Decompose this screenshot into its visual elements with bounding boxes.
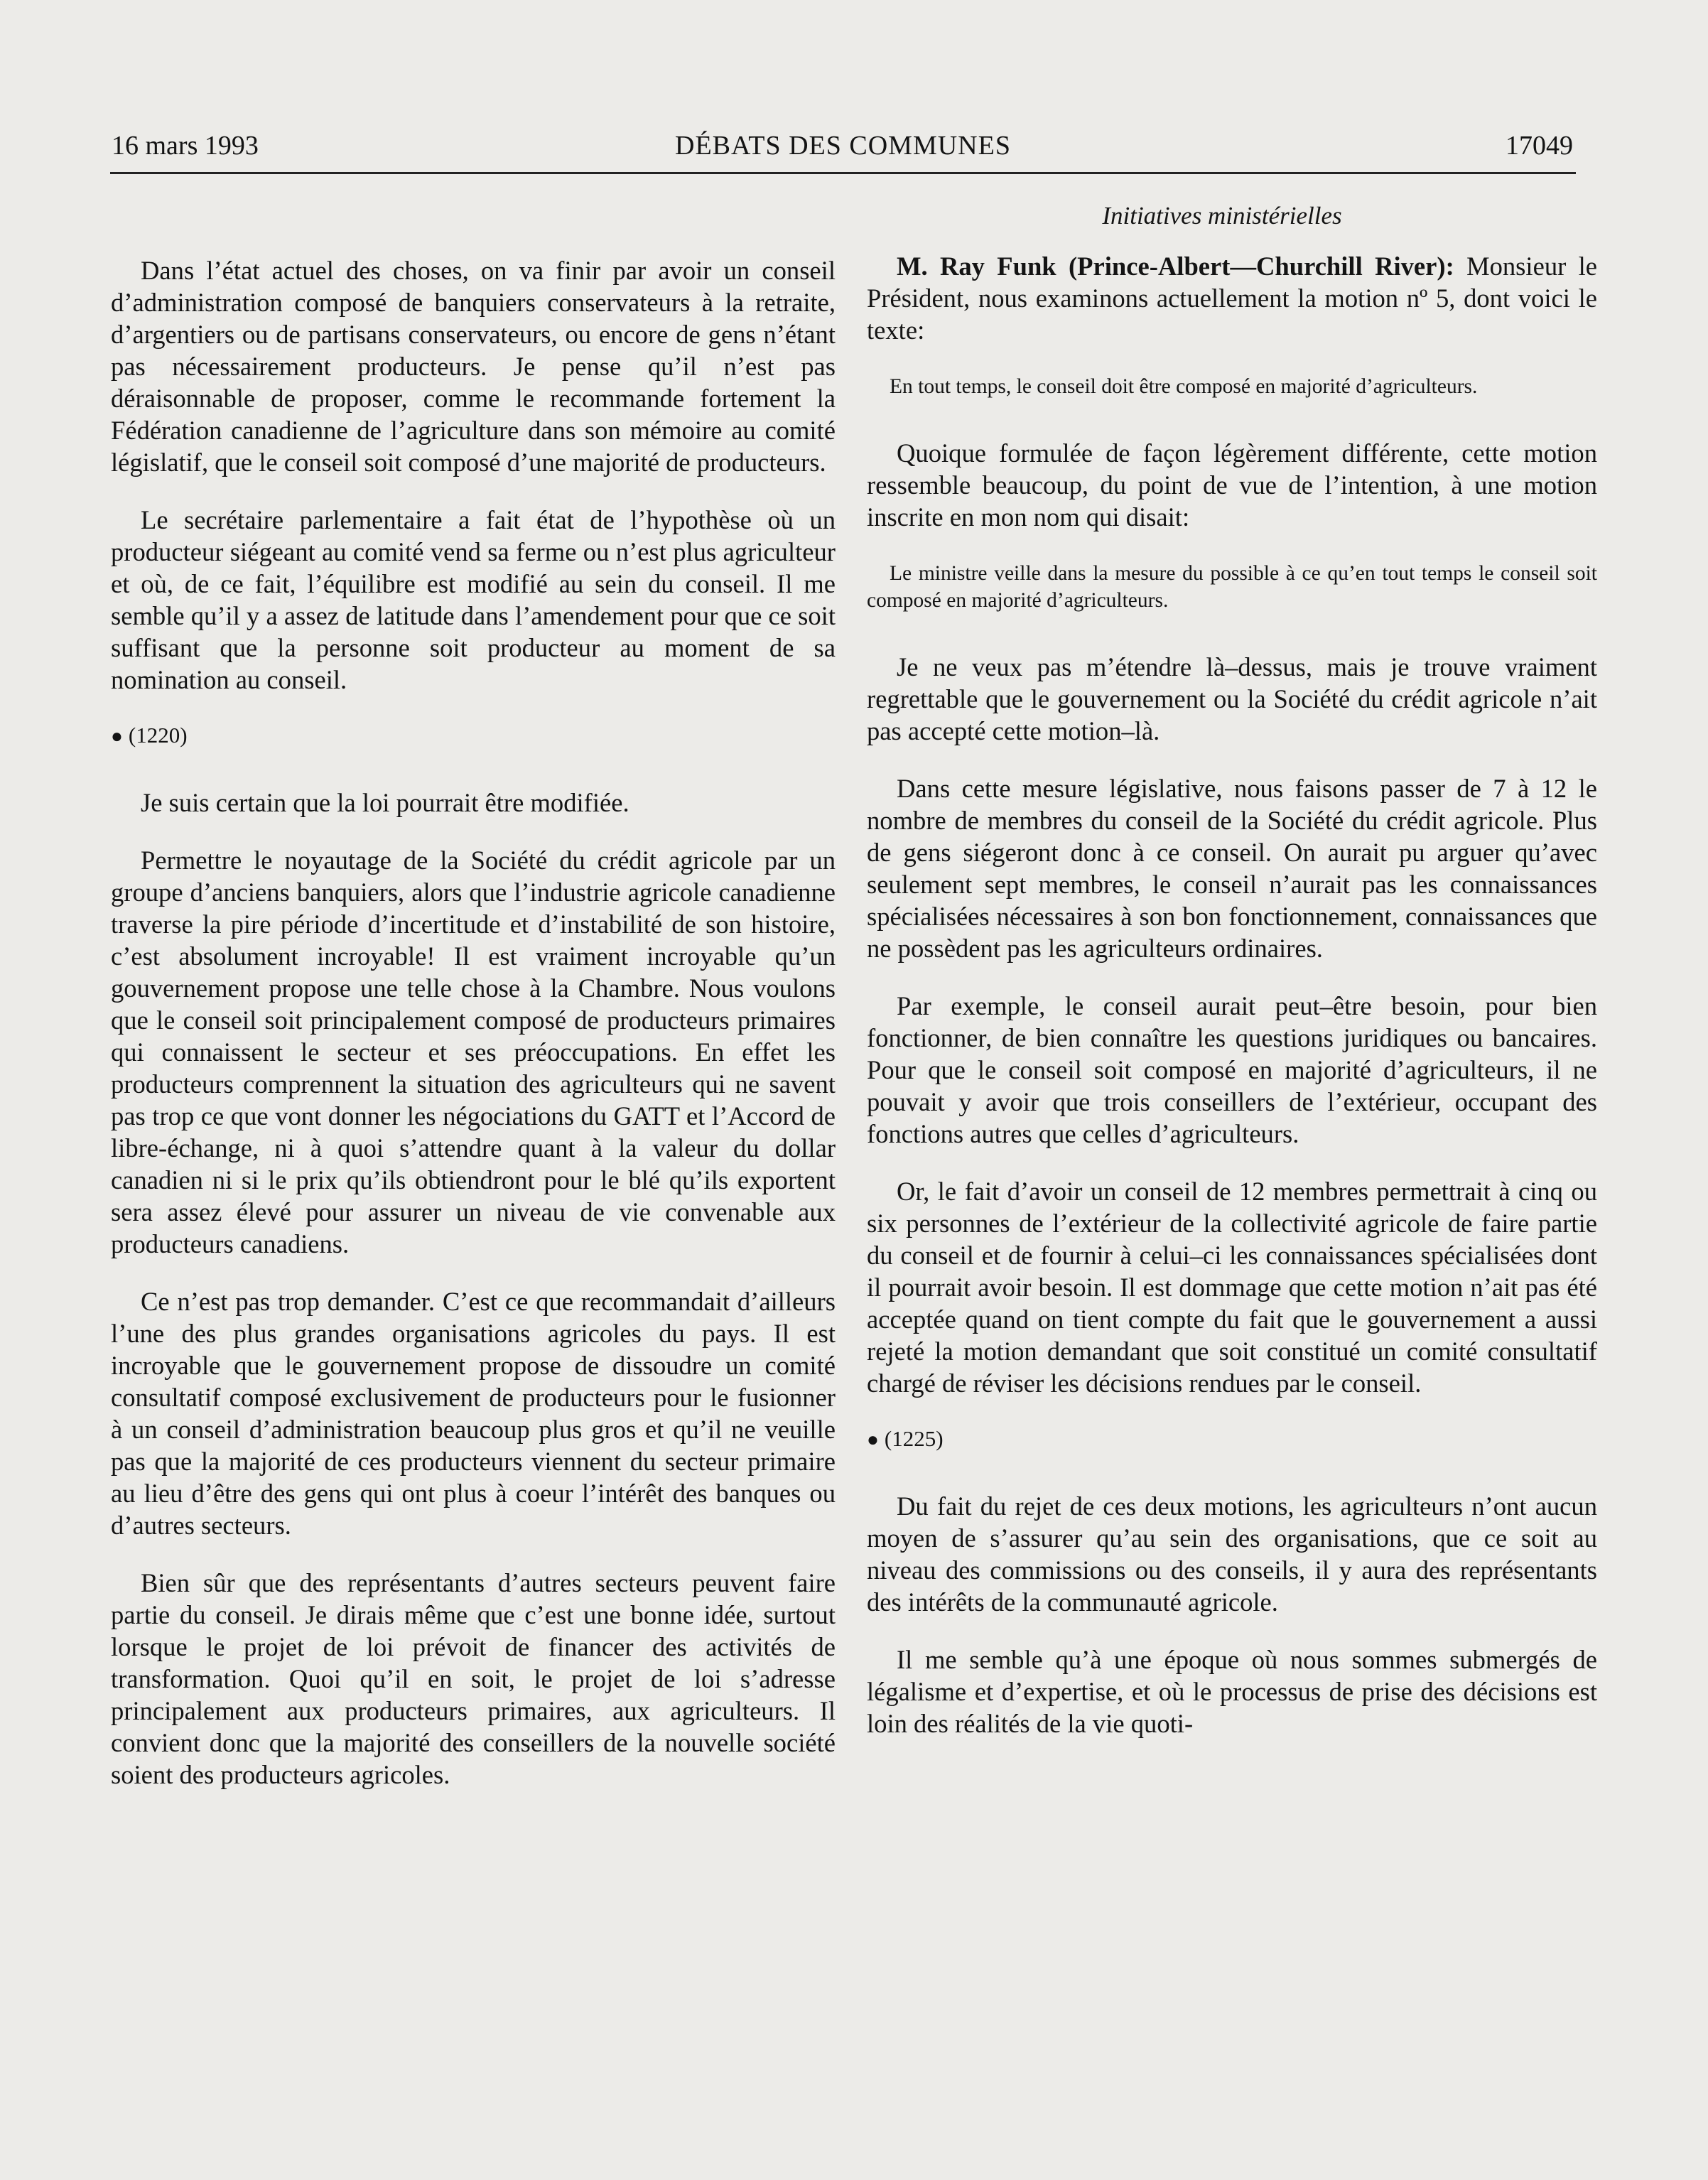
timestamp-marker: [867, 1425, 1597, 1455]
paragraph: Je suis certain que la loi pourrait être modifiée.: [141, 788, 629, 817]
paragraph: Le secrétaire parlementaire a fait état de l’hypothèse où un producteur siégeant au comité vend sa ferme ou n’est plus agriculteur et où, de ce fait, l’équilibre est modifié au sein du conseil. Il me semble qu’il y a assez de latitude dans l’amendement pour que ce soit suffisant que la personne soit producteur au moment de sa nomination au conseil.: [111, 505, 836, 694]
paragraph: Dans l’état actuel des choses, on va finir par avoir un conseil d’administration composé de banquiers conservateurs à la retraite, d’argentiers ou de partisans conservateurs, ou encore de gens n’étant pas nécessairement producteurs. Je pense qu’il n’est pas déraisonnable de proposer, comme le recommande fortement la Fédération canadienne de l’agriculture dans son mémoire au comité législatif, que le conseil soit composé d’une majorité de producteurs.: [111, 256, 836, 477]
speaker-name: M. Ray Funk (Prince-Albert—Churchill River):: [897, 252, 1454, 281]
header-title: DÉBATS DES COMMUNES: [675, 131, 1011, 161]
timestamp-text: (1225): [884, 1426, 944, 1451]
right-column: [867, 250, 1597, 1765]
paragraph: Ce n’est pas trop demander. C’est ce que recommandait d’ailleurs l’une des plus grandes organisations agricoles du pays. Il est incroyable que le gouvernement propose de dissoudre un comité consultatif composé exclusivement de producteurs pour le fusionner à un conseil d’administration beaucoup plus gros et qu’il ne veuille pas que la majorité de ces producteurs viennent du secteur primaire au lieu d’être des gens qui ont plus à coeur l’intérêt des banques ou d’autres secteurs.: [111, 1287, 836, 1540]
timestamp-text: (1220): [128, 723, 188, 748]
section-label: Initiatives ministérielles: [1102, 202, 1342, 230]
speaker-paragraph: [867, 250, 1597, 346]
paragraph: Permettre le noyautage de la Société du crédit agricole par un groupe d’anciens banquiers, alors que l’industrie agricole canadienne traverse la pire période d’incertitude et d’instabilité de son histoire, c’est absolument incroyable! Il est vraiment incroyable qu’un gouvernement propose une telle chose à la Chambre. Nous voulons que le conseil soit principalement composé de producteurs primaires qui connaissent le secteur et ses préoccupations. En effet les producteurs comprennent la situation des agriculteurs qui ne savent pas trop ce que vont donner les négociations du GATT et l’Accord de libre-échange, ni à quoi s’attendre quant à la valeur du dollar canadien ni si le prix qu’ils obtiendront pour le blé qu’ils exportent sera assez élevé pour assurer un niveau de vie convenable aux producteurs canadiens.: [111, 846, 836, 1258]
header-page-number: 17049: [1506, 131, 1573, 161]
paragraph: Du fait du rejet de ces deux motions, les agriculteurs n’ont aucun moyen de s’assurer qu’au sein des organisations, que ce soit au niveau des commissions ou des conseils, il y aura des représentants des intérêts de la communauté agricole.: [867, 1491, 1597, 1617]
paragraph: Je ne veux pas m’étendre là–dessus, mais je trouve vraiment regrettable que le gouvernement ou la Société du crédit agricole n’ait pas accepté cette motion–là.: [867, 652, 1597, 745]
paragraph: Or, le fait d’avoir un conseil de 12 membres permettrait à cinq ou six personnes de l’extérieur de la collectivité agricole de faire partie du conseil et de fournir à celui–ci les connaissances spécialisées dont il pourrait avoir besoin. Il est dommage que cette motion n’ait pas été acceptée quand on tient compte du fait que le gouvernement a aussi rejeté la motion demandant que soit constitué un comité consultatif chargé de réviser les décisions rendues par le conseil.: [867, 1177, 1597, 1398]
page-header: [110, 128, 1576, 174]
header-date: 16 mars 1993: [112, 131, 259, 161]
timestamp-marker: [111, 721, 836, 751]
motion-quote: Le ministre veille dans la mesure du possible à ce qu’en tout temps le conseil soit composé en majorité d’agriculteurs.: [867, 562, 1597, 612]
motion-quote: En tout temps, le conseil doit être composé en majorité d’agriculteurs.: [890, 375, 1478, 398]
bullet-icon: ●: [867, 1429, 879, 1451]
paragraph: Bien sûr que des représentants d’autres secteurs peuvent faire partie du conseil. Je dirais même que c’est une bonne idée, surtout lorsque le projet de loi prévoit de financer des activités de transformation. Quoi qu’il en soit, le projet de loi s’adresse principalement aux producteurs primaires, aux agriculteurs. Il convient donc que la majorité des conseillers de la nouvelle société soient des producteurs agricoles.: [111, 1568, 836, 1789]
paragraph: Quoique formulée de façon légèrement différente, cette motion ressemble beaucoup, du point de vue de l’intention, à une motion inscrite en mon nom qui disait:: [867, 438, 1597, 531]
bullet-icon: ●: [111, 725, 123, 748]
paragraph: Par exemple, le conseil aurait peut–être besoin, pour bien fonctionner, de bien connaître les questions juridiques ou bancaires. Pour que le conseil soit composé en majorité d’agriculteurs, il ne pouvait y avoir que trois conseillers de l’extérieur, occupant des fonctions autres que celles d’agriculteurs.: [867, 991, 1597, 1148]
paragraph: Il me semble qu’à une époque où nous sommes submergés de légalisme et d’expertise, et où le processus de prise des décisions est loin des réalités de la vie quoti-: [867, 1645, 1597, 1738]
left-column: [111, 254, 836, 1816]
paragraph: Dans cette mesure législative, nous faisons passer de 7 à 12 le nombre de membres du conseil de la Société du crédit agricole. Plus de gens siégeront donc à ce conseil. On aurait pu arguer qu’avec seulement sept membres, le conseil n’aurait pas les connaissances spécialisées nécessaires à son bon fonctionnement, connaissances que ne possèdent pas les agriculteurs ordinaires.: [867, 774, 1597, 963]
speaker-text: Monsieur le Président, nous examinons actuellement la motion nº 5, dont voici le texte:: [867, 252, 1597, 345]
